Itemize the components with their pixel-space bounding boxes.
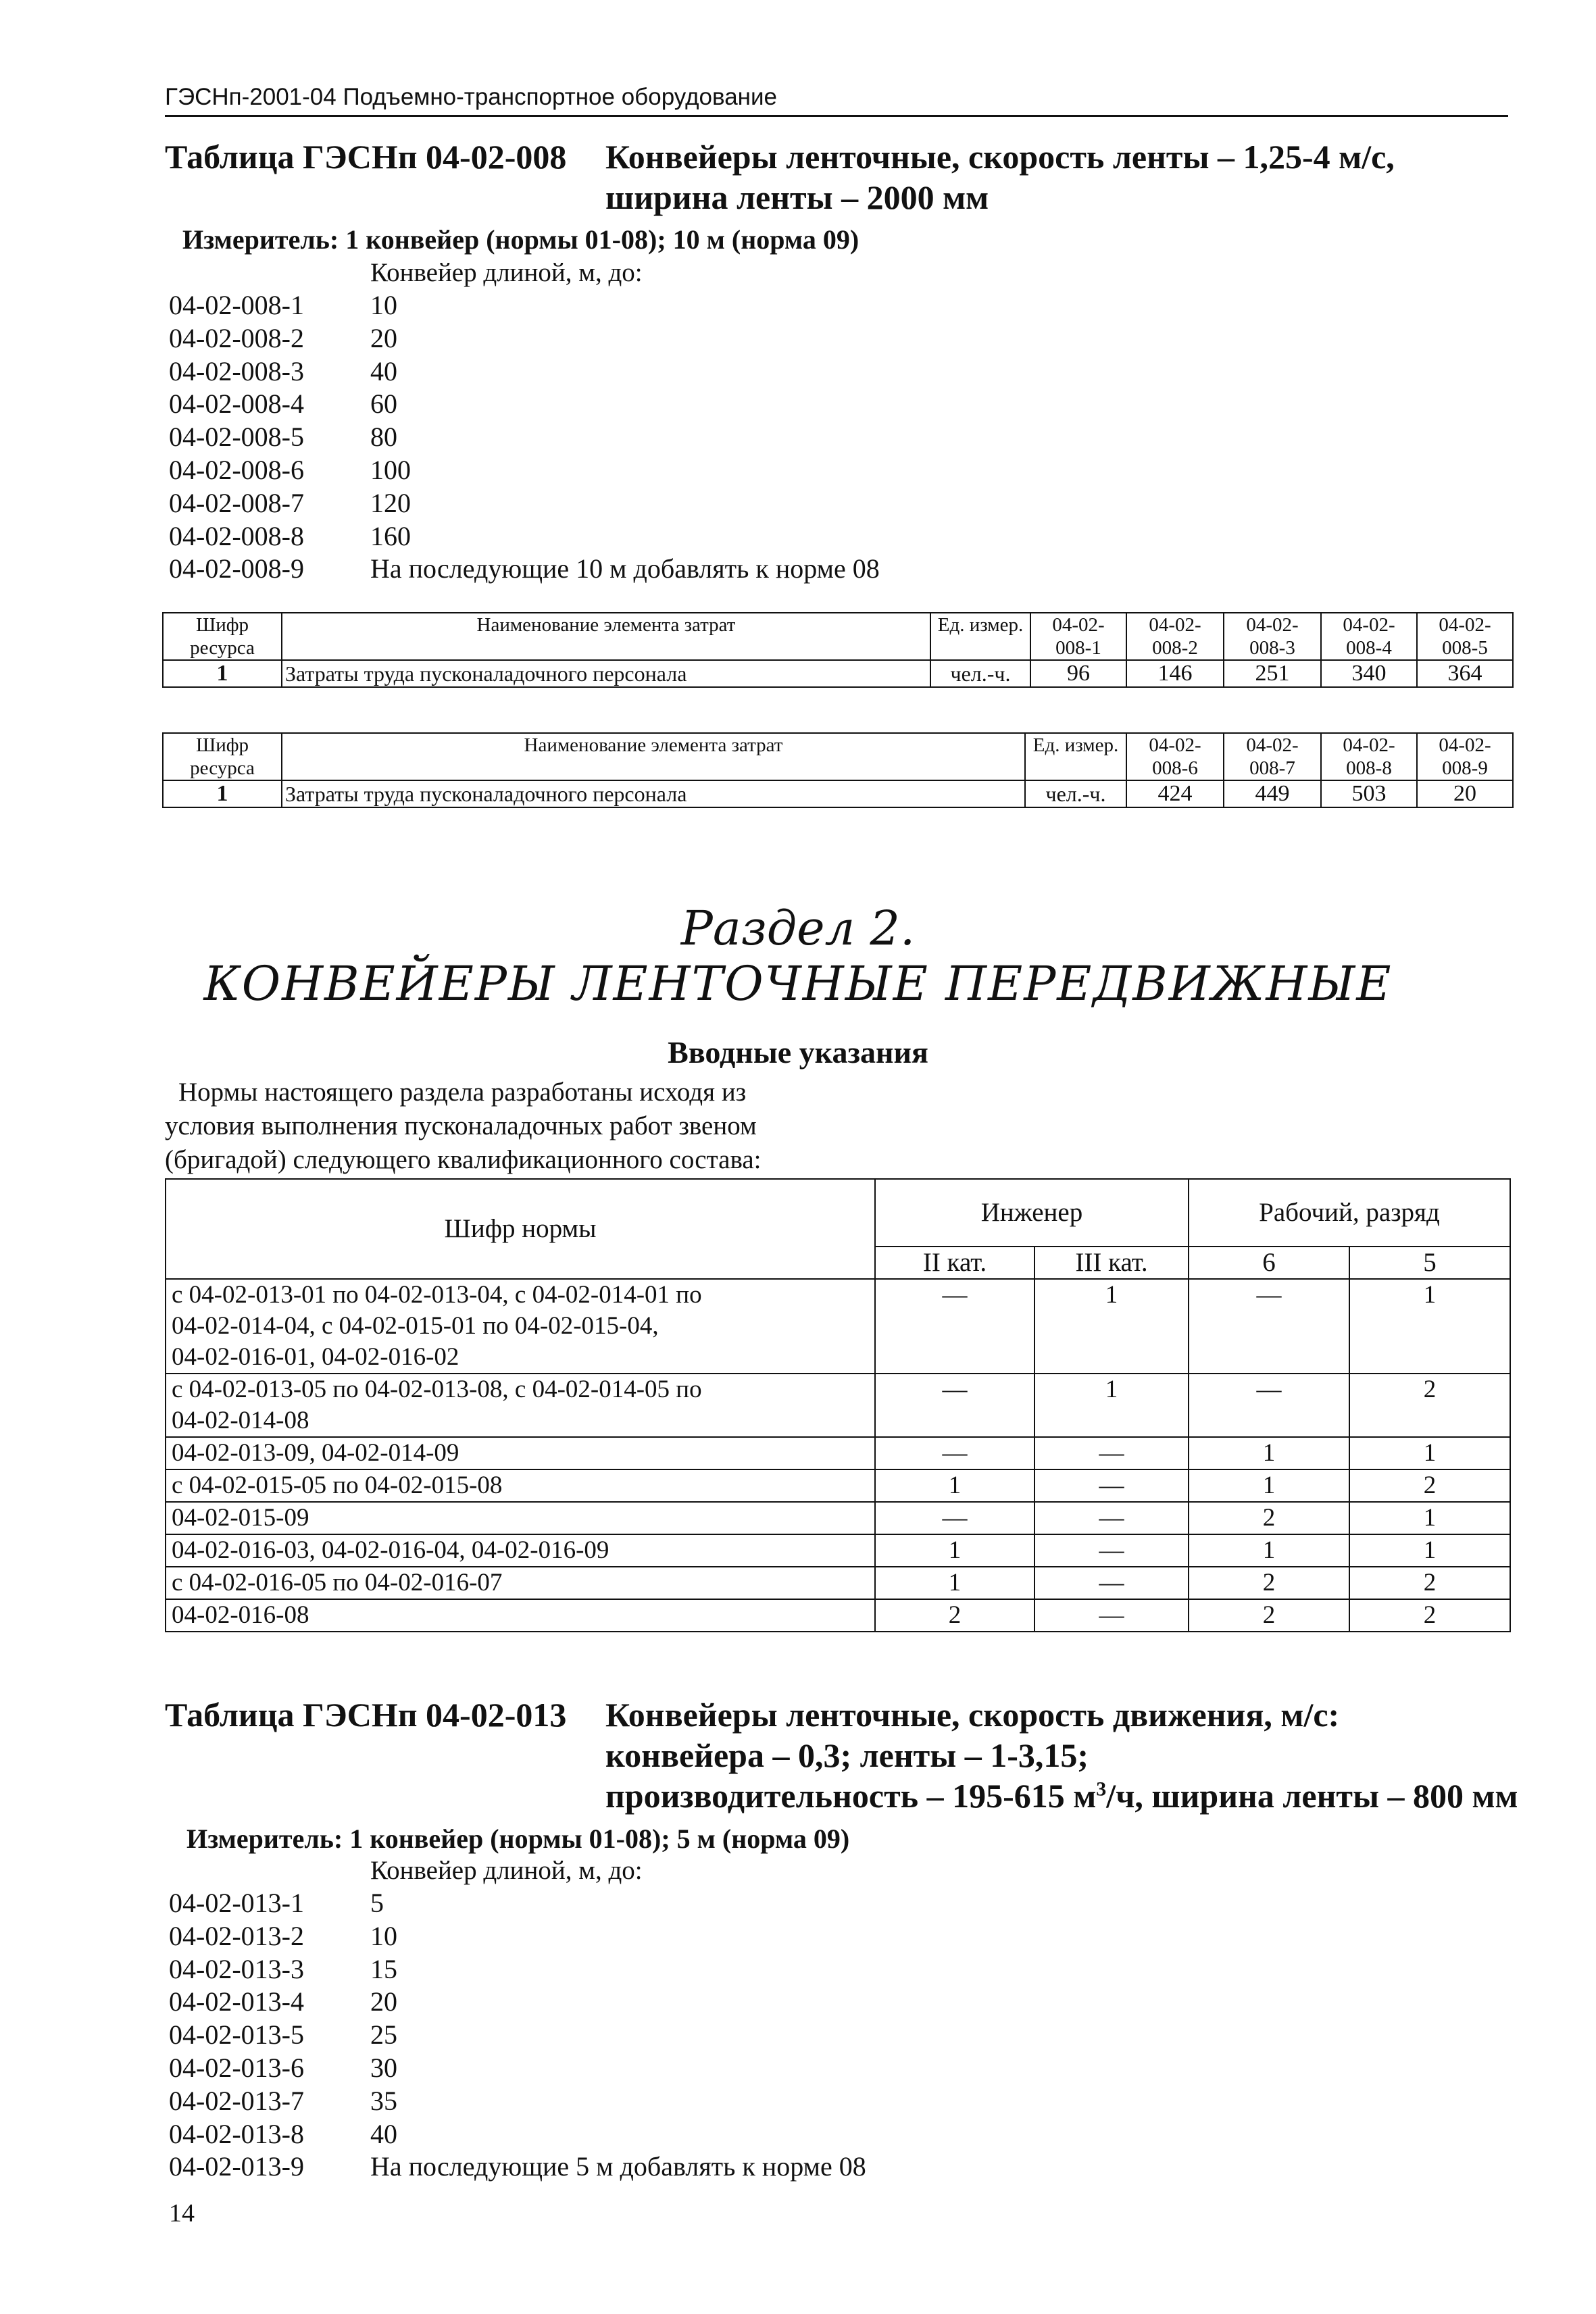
norm-value: 15 — [370, 1953, 397, 1984]
col-norm: 04-02- 008-1 — [1030, 613, 1126, 660]
cell: 1 — [1034, 1279, 1189, 1374]
table2-title-line1: Конвейеры ленточные, скорость движения, м/с: — [605, 1696, 1340, 1734]
cell: 1 — [1034, 1374, 1189, 1437]
table2-measure: Измеритель: 1 конвейер (нормы 01-08); 5 м (норма 09) — [186, 1823, 850, 1854]
norm-row — [169, 553, 880, 586]
norm-row — [169, 2019, 866, 2052]
table2-label: Таблица ГЭСНп 04-02-013 — [165, 1696, 567, 1734]
norm-code: 04-02-013-9 — [169, 2151, 304, 2182]
col-norm: 04-02- 008-4 — [1321, 613, 1417, 660]
col-norm: 04-02- 008-7 — [1224, 733, 1321, 780]
norm-row — [169, 2052, 866, 2085]
col-norm: 04-02- 008-3 — [1224, 613, 1321, 660]
norm-value: На последующие 10 м добавлять к норме 08 — [370, 553, 880, 584]
cell: 2 — [1349, 1567, 1510, 1599]
col-norm: 04-02- 008-6 — [1126, 733, 1224, 780]
value: 424 — [1126, 780, 1224, 807]
table1-title-line1: Конвейеры ленточные, скорость ленты – 1,25-4 м/с, — [605, 138, 1395, 176]
norm-range: 04-02-013-09, 04-02-014-09 — [166, 1437, 875, 1469]
table2-title-line2: конвейера – 0,3; ленты – 1-3,15; — [605, 1736, 1089, 1774]
cell: — — [875, 1279, 1034, 1374]
col-engineer-cat-2: II кат. — [875, 1247, 1034, 1279]
norm-code: 04-02-008-4 — [169, 388, 304, 420]
norm-value: 25 — [370, 2019, 397, 2051]
norm-row — [169, 2085, 866, 2118]
crew-table — [165, 1178, 1511, 1632]
cell: — — [1034, 1469, 1189, 1502]
table-row — [166, 1279, 1510, 1374]
norm-value: 35 — [370, 2085, 397, 2116]
section-number: Раздел 2. — [680, 901, 916, 956]
cell: 2 — [875, 1599, 1034, 1632]
table-row — [163, 660, 1513, 687]
norm-range: 04-02-016-03, 04-02-016-04, 04-02-016-09 — [166, 1534, 875, 1567]
table-row — [166, 1534, 1510, 1567]
norm-code: 04-02-008-6 — [169, 454, 304, 485]
norm-value: 120 — [370, 487, 411, 518]
norm-value: 160 — [370, 520, 411, 551]
col-worker: Рабочий, разряд — [1189, 1179, 1510, 1247]
norm-value: 20 — [370, 1986, 397, 2017]
cell: 2 — [1349, 1469, 1510, 1502]
cell: 1 — [1349, 1437, 1510, 1469]
norm-value: 5 — [370, 1888, 384, 1918]
table1-label: Таблица ГЭСНп 04-02-008 — [165, 138, 567, 176]
table1-measure: Измеритель: 1 конвейер (нормы 01-08); 10 м (норма 09) — [182, 224, 859, 255]
page-number: 14 — [169, 2199, 195, 2228]
value: 364 — [1417, 660, 1513, 687]
norm-row — [169, 520, 880, 553]
intro-paragraph-line-3: (бригадой) следующего квалификационного состава: — [165, 1145, 762, 1174]
cell: 1 — [1349, 1534, 1510, 1567]
section-title: КОНВЕЙЕРЫ ЛЕНТОЧНЫЕ ПЕРЕДВИЖНЫЕ — [203, 956, 1393, 1011]
norm-range: с 04-02-013-05 по 04-02-013-08, с 04-02-014-05 по 04-02-014-08 — [166, 1374, 875, 1437]
table-row — [166, 1567, 1510, 1599]
table1-title-line2: ширина ленты – 2000 мм — [605, 178, 989, 216]
value: 20 — [1417, 780, 1513, 807]
col-norm: 04-02- 008-9 — [1417, 733, 1513, 780]
norm-code: 04-02-013-7 — [169, 2085, 304, 2116]
norm-value: 80 — [370, 422, 397, 453]
norm-code: 04-02-013-6 — [169, 2052, 304, 2083]
col-norm: 04-02- 008-8 — [1321, 733, 1417, 780]
col-norm: 04-02- 008-5 — [1417, 613, 1513, 660]
norm-code: 04-02-008-5 — [169, 422, 304, 453]
cell: 2 — [1189, 1599, 1349, 1632]
cell: 1 — [1189, 1534, 1349, 1567]
cell: 2 — [1349, 1374, 1510, 1437]
cell: 1 — [1189, 1437, 1349, 1469]
norm-value: 20 — [370, 322, 397, 353]
running-header: ГЭСНп-2001-04 Подъемно-транспортное оборудование — [165, 80, 1508, 117]
value: 340 — [1321, 660, 1417, 687]
norm-code: 04-02-008-9 — [169, 553, 304, 584]
cell: — — [1034, 1502, 1189, 1534]
cost-name: Затраты труда пусконаладочного персонала — [282, 780, 1025, 807]
col-unit: Ед. измер. — [930, 613, 1030, 660]
cell: — — [1189, 1374, 1349, 1437]
intro-paragraph-line-1: Нормы настоящего раздела разработаны исходя из — [178, 1078, 747, 1107]
value: 251 — [1224, 660, 1321, 687]
norm-code: 04-02-013-2 — [169, 1920, 304, 1951]
norm-range: с 04-02-013-01 по 04-02-013-04, с 04-02-014-01 по 04-02-014-04, с 04-02-015-01 по 04-02-015-04, 04-02-016-01, 04-02-016-02 — [166, 1279, 875, 1374]
resource-table-1 — [162, 612, 1514, 688]
table-row — [163, 780, 1513, 807]
norm-row — [169, 1986, 866, 2019]
col-norm: 04-02- 008-2 — [1126, 613, 1224, 660]
cell: — — [1034, 1437, 1189, 1469]
cell: — — [1189, 1279, 1349, 1374]
norm-row — [169, 1887, 866, 1920]
resource-code: 1 — [163, 780, 282, 807]
norm-value: На последующие 5 м добавлять к норме 08 — [370, 2151, 866, 2182]
cell: — — [875, 1502, 1034, 1534]
value: 449 — [1224, 780, 1321, 807]
resource-table-header — [163, 733, 1513, 780]
col-unit: Ед. измер. — [1025, 733, 1126, 780]
norm-value: 40 — [370, 355, 397, 386]
norm-row — [169, 1920, 866, 1953]
cell: — — [875, 1437, 1034, 1469]
norm-code: 04-02-008-7 — [169, 487, 304, 518]
col-resource-code: Шифр ресурса — [163, 613, 282, 660]
norm-code: 04-02-008-3 — [169, 355, 304, 386]
norm-range: 04-02-016-08 — [166, 1599, 875, 1632]
norm-code: 04-02-008-8 — [169, 520, 304, 551]
norm-row — [169, 1953, 866, 1986]
cell: 1 — [875, 1469, 1034, 1502]
table1-sublabel: Конвейер длиной, м, до: — [370, 258, 643, 287]
norm-range: 04-02-015-09 — [166, 1502, 875, 1534]
cell: 1 — [1349, 1502, 1510, 1534]
norm-code: 04-02-013-4 — [169, 1986, 304, 2017]
resource-table-header — [163, 613, 1513, 660]
norm-row — [169, 487, 880, 520]
table-row — [166, 1469, 1510, 1502]
norm-code: 04-02-008-2 — [169, 322, 304, 353]
cell: — — [1034, 1567, 1189, 1599]
table2-norm-list — [169, 1887, 866, 2184]
value: 146 — [1126, 660, 1224, 687]
resource-table-2 — [162, 732, 1514, 808]
value: 96 — [1030, 660, 1126, 687]
col-norm-code: Шифр нормы — [166, 1179, 875, 1279]
norm-row — [169, 355, 880, 388]
unit: чел.-ч. — [930, 660, 1030, 687]
cell: — — [1034, 1534, 1189, 1567]
intro-paragraph-line-2: условия выполнения пусконаладочных работ звеном — [165, 1111, 757, 1140]
cell: — — [875, 1374, 1034, 1437]
norm-value: 40 — [370, 2118, 397, 2149]
value: 503 — [1321, 780, 1417, 807]
cell: 2 — [1189, 1567, 1349, 1599]
col-engineer-cat-3: III кат. — [1034, 1247, 1189, 1279]
cell: 2 — [1349, 1599, 1510, 1632]
col-engineer: Инженер — [875, 1179, 1189, 1247]
norm-code: 04-02-013-5 — [169, 2019, 304, 2051]
cell: 1 — [875, 1534, 1034, 1567]
norm-range: с 04-02-015-05 по 04-02-015-08 — [166, 1469, 875, 1502]
norm-row — [169, 421, 880, 454]
table2-title-line3: производительность – 195-615 $м^3/ч$, ширина ленты – 800 мм — [605, 1777, 1518, 1815]
norm-row — [169, 289, 880, 322]
unit: чел.-ч. — [1025, 780, 1126, 807]
norm-code: 04-02-013-8 — [169, 2118, 304, 2149]
col-cost-name: Наименование элемента затрат — [282, 613, 930, 660]
norm-code: 04-02-013-3 — [169, 1953, 304, 1984]
norm-value: 60 — [370, 388, 397, 420]
table2-sublabel: Конвейер длиной, м, до: — [370, 1856, 643, 1885]
cell: 1 — [875, 1567, 1034, 1599]
norm-value: 100 — [370, 454, 411, 485]
cell: — — [1034, 1599, 1189, 1632]
norm-row — [169, 2118, 866, 2151]
norm-range: с 04-02-016-05 по 04-02-016-07 — [166, 1567, 875, 1599]
col-cost-name: Наименование элемента затрат — [282, 733, 1025, 780]
norm-row — [169, 2150, 866, 2184]
col-resource-code: Шифр ресурса — [163, 733, 282, 780]
table-row — [166, 1437, 1510, 1469]
table-row — [166, 1599, 1510, 1632]
col-worker-grade-5: 5 — [1349, 1247, 1510, 1279]
cell: 1 — [1349, 1279, 1510, 1374]
norm-row — [169, 454, 880, 487]
cell: 2 — [1189, 1502, 1349, 1534]
norm-code: 04-02-008-1 — [169, 290, 304, 320]
norm-code: 04-02-013-1 — [169, 1888, 304, 1918]
intro-heading: Вводные указания — [668, 1035, 928, 1070]
cost-name: Затраты труда пусконаладочного персонала — [282, 660, 930, 687]
cell: 1 — [1189, 1469, 1349, 1502]
norm-value: 10 — [370, 1920, 397, 1951]
table-row — [166, 1502, 1510, 1534]
norm-row — [169, 388, 880, 421]
norm-value: 30 — [370, 2052, 397, 2083]
crew-header — [166, 1179, 1510, 1247]
col-worker-grade-6: 6 — [1189, 1247, 1349, 1279]
table1-norm-list — [169, 289, 880, 586]
norm-row — [169, 322, 880, 355]
norm-value: 10 — [370, 290, 397, 320]
table-row — [166, 1374, 1510, 1437]
resource-code: 1 — [163, 660, 282, 687]
